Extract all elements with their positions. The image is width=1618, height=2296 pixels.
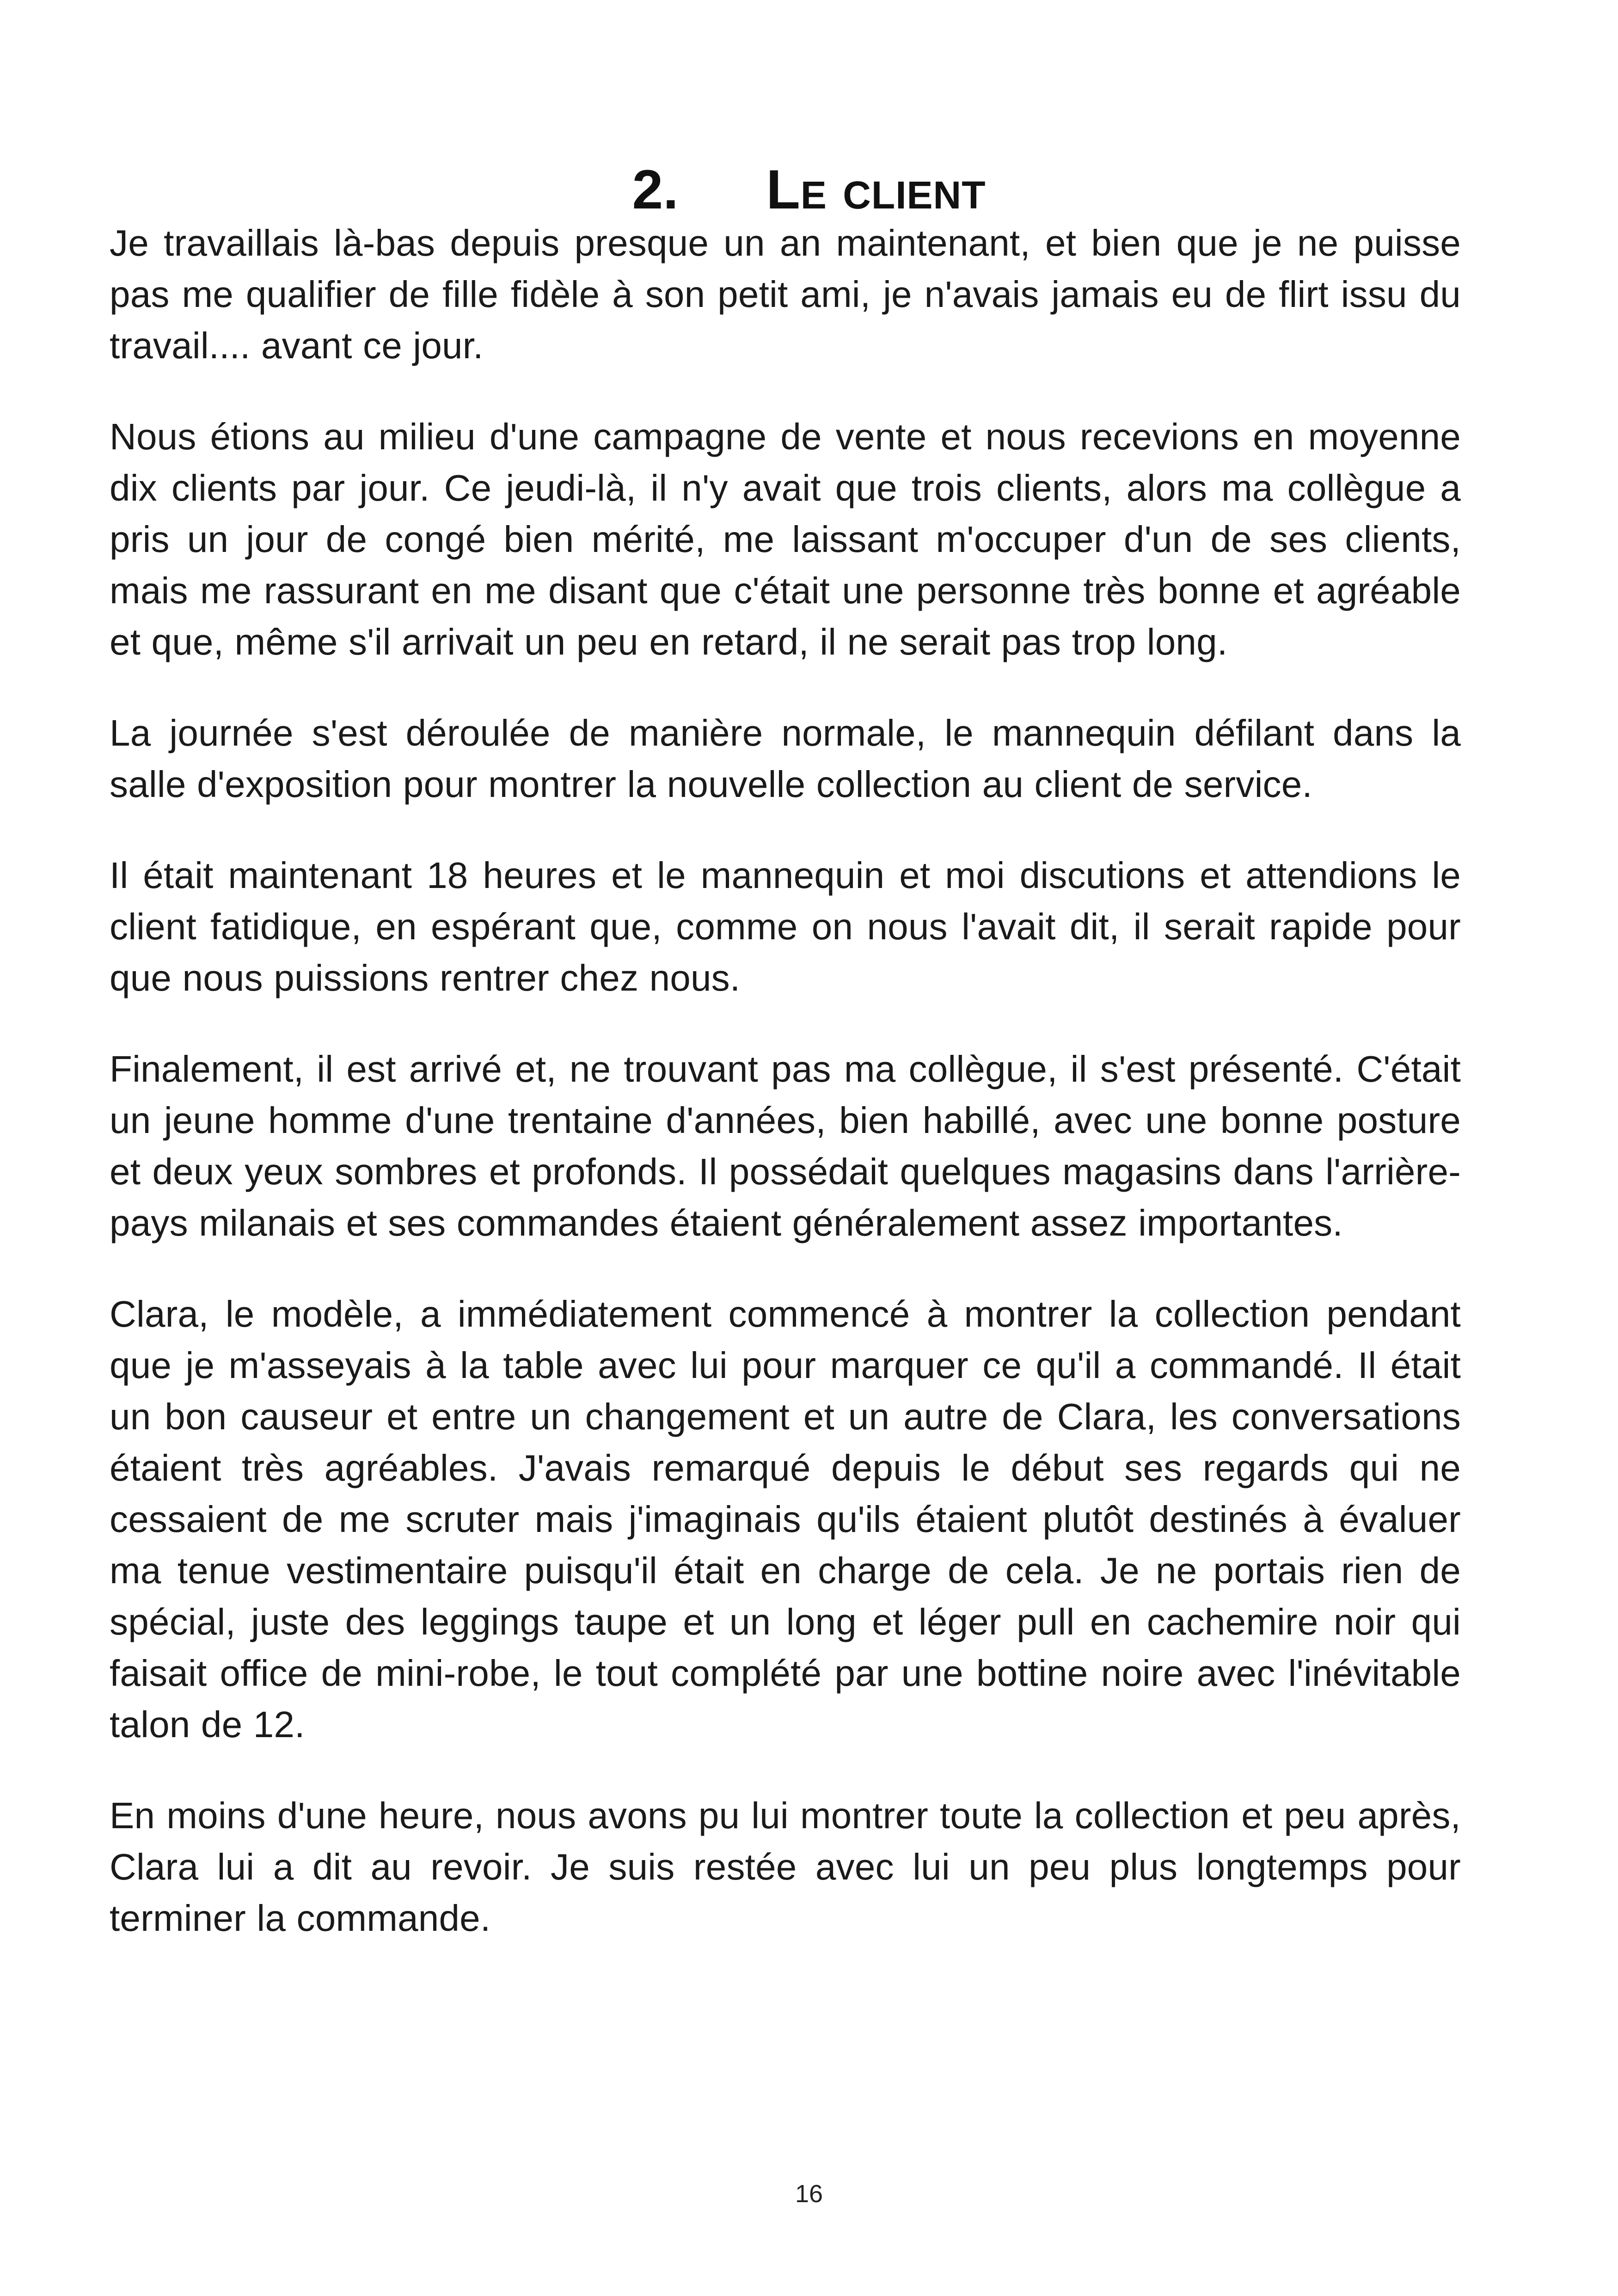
paragraph-2: Nous étions au milieu d'une campagne de vente et nous recevions en moyenne dix clients par jour. Ce jeudi-là, il n'y avait que trois clients, alors ma collègue a pris un jour de congé bien mérité, me laissant m'occuper d'un de ses clients, mais me rassurant en me disant que c'était une personne très bonne et agréable et que, même s'il arrivait un peu en retard, il ne serait pas trop long. [110,416,1461,662]
page-number: 16 [795,2180,823,2208]
chapter-heading [0,155,1618,224]
chapter-number: 2. [632,159,679,221]
paragraph-7: En moins d'une heure, nous avons pu lui montrer toute la collection et peu après, Clara lui a dit au revoir. Je suis restée avec lui un peu plus longtemps pour terminer la commande. [110,1795,1461,1939]
paragraph-5: Finalement, il est arrivé et, ne trouvant pas ma collègue, il s'est présenté. C'était un jeune homme d'une trentaine d'années, bien habillé, avec une bonne posture et deux yeux sombres et profonds. Il possédait quelques magasins dans l'arrière-pays milanais et ses commandes étaient généralement assez importantes. [110,1048,1461,1243]
body-text [110,217,1461,1984]
paragraph-6: Clara, le modèle, a immédiatement commencé à montrer la collection pendant que je m'asseyais à la table avec lui pour marquer ce qu'il a commandé. Il était un bon causeur et entre un changement et un autre de Clara, les conversations étaient très agréables. J'avais remarqué depuis le début ses regards qui ne cessaient de me scruter mais j'imaginais qu'ils étaient plutôt destinés à évaluer ma tenue vestimentaire puisqu'il était en charge de cela. Je ne portais rien de spécial, juste des leggings taupe et un long et léger pull en cachemire noir qui faisait office de mini-robe, le tout complété par une bottine noire avec l'inévitable talon de 12. [110,1293,1461,1745]
paragraph-4: Il était maintenant 18 heures et le mannequin et moi discutions et attendions le client fatidique, en espérant que, comme on nous l'avait dit, il serait rapide pour que nous puissions rentrer chez nous. [110,855,1461,998]
paragraph-1: Je travaillais là-bas depuis presque un an maintenant, et bien que je ne puisse pas me qualifier de fille fidèle à son petit ami, je n'avais jamais eu de flirt issu du travail.... avant ce jour. [110,222,1461,366]
chapter-title: Le client [766,159,986,221]
paragraph-3: La journée s'est déroulée de manière normale, le mannequin défilant dans la salle d'exposition pour montrer la nouvelle collection au client de service. [110,712,1461,805]
